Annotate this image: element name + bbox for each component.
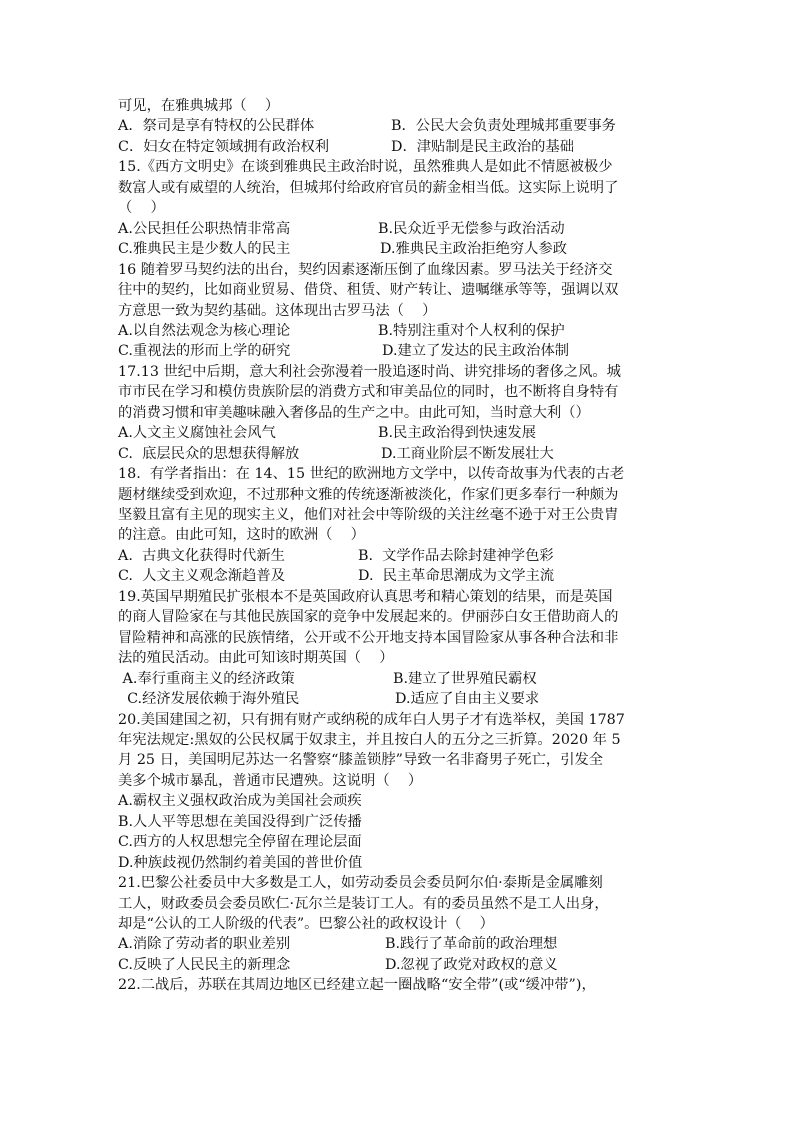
text-line: 的商人冒险家在与其他民族国家的竞争中发展起来的。伊丽莎白女王借助商人的 bbox=[118, 609, 619, 625]
option-right: B.民主政治得到快速发展 bbox=[378, 425, 537, 441]
text-line: 22.二战后，苏联在其周边地区已经建立起一圈战略“安全带”(或“缓冲带”)， bbox=[118, 977, 596, 993]
text-line: A.霸权主义强权政治成为美国社会顽疾 bbox=[118, 793, 362, 809]
option-left: C．妇女在特定领域拥有政治权利 bbox=[118, 139, 330, 155]
text-line: 题材继续受到欢迎，不过那种文雅的传统逐渐被淡化，作家们更多奉行一种颇为 bbox=[118, 487, 619, 503]
option-right: D.适应了自由主义要求 bbox=[395, 691, 540, 707]
text-line: 坚毅且富有主见的现实主义，他们对社会中等阶级的关注丝毫不逊于对王公贵胄 bbox=[118, 507, 619, 523]
text-line: C.西方的人权思想完全停留在理论层面 bbox=[118, 834, 362, 850]
text-line: D.种族歧视仍然制约着美国的普世价值 bbox=[118, 855, 363, 871]
option-left: C.雅典民主是少数人的民主 bbox=[118, 241, 291, 257]
option-left: A.公民担任公职热情非常高 bbox=[118, 221, 291, 237]
text-line: 19.英国早期殖民扩张根本不是英国政府认真思考和精心策划的结果，而是英国 bbox=[118, 589, 613, 605]
text-line: 冒险精神和高涨的民族情绪，公开或不公开地支持本国冒险家从事各种合法和非 bbox=[118, 630, 619, 646]
text-line: 16 随着罗马契约法的出台，契约因素逐渐压倒了血缘因素。罗马法关于经济交 bbox=[118, 262, 613, 278]
option-left: C.重视法的形而上学的研究 bbox=[118, 343, 291, 359]
text-line: 月 25 日，美国明尼苏达一名警察“膝盖锁脖”导致一名非裔男子死亡，引发全 bbox=[118, 752, 604, 768]
option-right: B.践行了革命前的政治理想 bbox=[385, 936, 558, 952]
option-right: D.忽视了政党对政权的意义 bbox=[385, 957, 558, 973]
text-line: 18. 有学者指出：在 14、15 世纪的欧洲地方文学中，以传奇故事为代表的古老 bbox=[118, 466, 625, 482]
text-line: 的注意。由此可知，这时的欧洲（ ） bbox=[118, 527, 365, 543]
option-left: A．祭司是享有特权的公民群体 bbox=[118, 118, 315, 134]
text-line: （ ） bbox=[118, 200, 165, 216]
text-line: 数富人或有威望的人统治，但城邦付给政府官员的薪金相当低。这实际上说明了 bbox=[118, 180, 619, 196]
option-left: C. 人文主义观念渐趋普及 bbox=[118, 568, 286, 584]
option-right: D.工商业阶层不断发展壮大 bbox=[381, 446, 554, 462]
option-left: A.人文主义腐蚀社会风气 bbox=[118, 425, 276, 441]
text-line: 美多个城市暴乱，普通市民遭殃。这说明（ ） bbox=[118, 773, 423, 789]
text-line: 法的殖民活动。由此可知该时期英国（ ） bbox=[118, 650, 394, 666]
option-left: C. 底层民众的思想获得解放 bbox=[118, 446, 300, 462]
text-line: 可见，在雅典城邦（ ） bbox=[118, 98, 280, 114]
option-left: A.消除了劳动者的职业差别 bbox=[118, 936, 291, 952]
text-line: 20.美国建国之初，只有拥有财产或纳税的成年白人男子才有选举权，美国 1787 bbox=[118, 712, 625, 728]
text-line: 却是“公认的工人阶级的代表”。巴黎公社的政权设计（ ） bbox=[118, 916, 494, 932]
text-line: 17.13 世纪中后期，意大利社会弥漫着一股追逐时尚、讲究排场的奢侈之风。城 bbox=[118, 364, 621, 380]
option-right: B．公民大会负责处理城邦重要事务 bbox=[391, 118, 616, 134]
option-left: C.经济发展依赖于海外殖民 bbox=[118, 691, 300, 707]
text-line: 方意思一致为契约基础。这体现出古罗马法（ ） bbox=[118, 303, 437, 319]
option-left: A. 古典文化获得时代新生 bbox=[118, 548, 285, 564]
option-right: D.建立了发达的民主政治体制 bbox=[382, 343, 570, 359]
option-left: A.以自然法观念为核心理论 bbox=[118, 323, 291, 339]
option-right: B.建立了世界殖民霸权 bbox=[393, 671, 537, 687]
option-left: A.奉行重商主义的经济政策 bbox=[118, 671, 295, 687]
text-line: 的消费习惯和审美趣味融入奢侈品的生产之中。由此可知，当时意大利（） bbox=[118, 405, 590, 421]
option-right: B. 文学作品去除封建神学色彩 bbox=[358, 548, 554, 564]
text-line: 工人，财政委员会委员欧仁·瓦尔兰是装订工人。有的委员虽然不是工人出身， bbox=[118, 896, 609, 912]
text-line: B.人人平等思想在美国没得到广泛传播 bbox=[118, 814, 362, 830]
text-line: 15.《西方文明史》在谈到雅典民主政治时说，虽然雅典人是如此不情愿被极少 bbox=[118, 159, 613, 175]
option-right: D. 民主革命思潮成为文学主流 bbox=[358, 568, 555, 584]
option-left: C.反映了人民民主的新理念 bbox=[118, 957, 291, 973]
text-line: 年宪法规定:黑奴的公民权属于奴隶主，并且按白人的五分之三折算。2020 年 5 bbox=[118, 732, 621, 748]
text-line: 往中的契约，比如商业贸易、借贷、租赁、财产转让、遗嘱继承等等，强调以双 bbox=[118, 282, 619, 298]
text-line: 21.巴黎公社委员中大多数是工人，如劳动委员会委员阿尔伯·泰斯是金属雕刻 bbox=[118, 875, 603, 891]
option-right: D.雅典民主政治拒绝穷人参政 bbox=[380, 241, 568, 257]
text-line: 市市民在学习和模仿贵族阶层的消费方式和审美品位的同时，也不断将自身特有 bbox=[118, 384, 619, 400]
option-right: D．津贴制是民主政治的基础 bbox=[391, 139, 575, 155]
option-right: B.特别注重对个人权利的保护 bbox=[378, 323, 565, 339]
option-right: B.民众近乎无偿参与政治活动 bbox=[378, 221, 565, 237]
